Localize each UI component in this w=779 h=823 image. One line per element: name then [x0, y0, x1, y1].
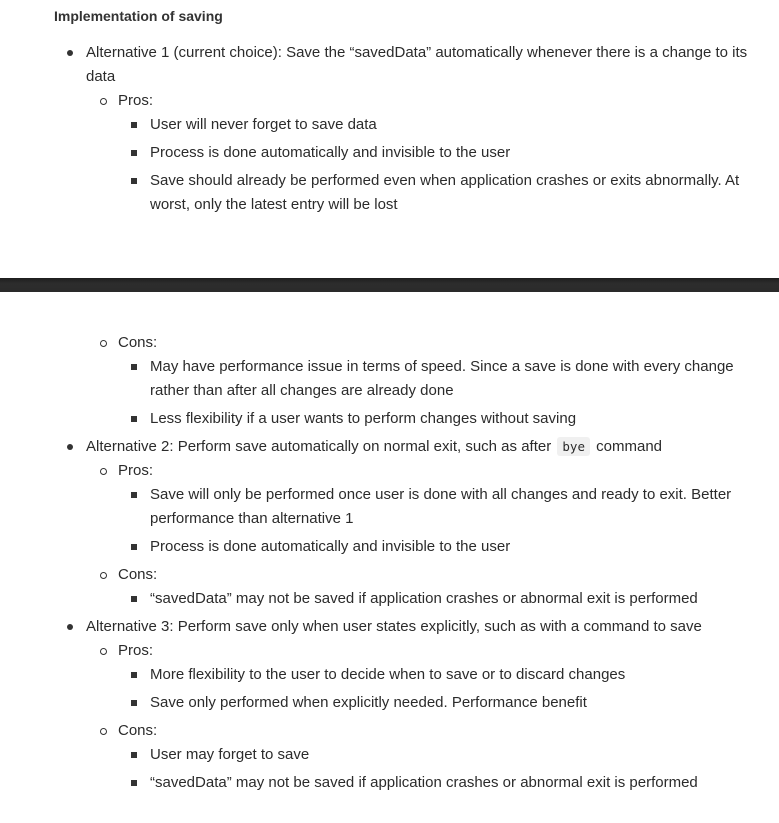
bullet-circle-icon — [100, 340, 107, 347]
list-item — [0, 141, 765, 165]
list-item-alternative — [0, 435, 766, 459]
bullet-circle-icon — [100, 728, 107, 735]
document-page-bottom — [0, 331, 779, 795]
list-item — [0, 355, 765, 403]
list-item-group — [0, 459, 758, 483]
bullet-square-icon — [131, 364, 137, 370]
list-item — [0, 743, 765, 767]
list-item-text: Pros: — [118, 642, 154, 659]
list-item-text: Alternative 1 (current choice): Save the “savedData” automatically whenever there is a change to its data — [86, 44, 748, 85]
list-item-text: “savedData” may not be saved if application crashes or abnormal exit is performed — [150, 774, 698, 791]
list-item — [0, 663, 765, 687]
list-item-text: Save only performed when explicitly needed. Performance benefit — [150, 694, 587, 711]
bullet-square-icon — [131, 492, 137, 498]
bullet-square-icon — [131, 752, 137, 758]
bullet-square-icon — [131, 672, 137, 678]
list-item-alternative — [0, 615, 766, 639]
list-item-text: Less flexibility if a user wants to perform changes without saving — [150, 410, 577, 427]
bullet-disc-icon — [67, 624, 73, 630]
alternatives-list-continued — [0, 331, 779, 795]
list-item-text: Cons: — [118, 334, 158, 351]
bullet-circle-icon — [100, 648, 107, 655]
list-item-text: Cons: — [118, 722, 158, 739]
list-item — [0, 169, 765, 217]
bullet-square-icon — [131, 122, 137, 128]
list-item-text: Pros: — [118, 462, 154, 479]
bullet-square-icon — [131, 178, 137, 184]
bullet-disc-icon — [67, 444, 73, 450]
list-item-text: User will never forget to save data — [150, 116, 377, 133]
bullet-square-icon — [131, 416, 137, 422]
bullet-square-icon — [131, 596, 137, 602]
list-item-text: Save should already be performed even when application crashes or exits abnormally. At worst, only the latest entry will be lost — [150, 172, 740, 213]
bullet-square-icon — [131, 700, 137, 706]
bullet-square-icon — [131, 544, 137, 550]
list-item-text: Process is done automatically and invisible to the user — [150, 144, 511, 161]
alternatives-list — [0, 41, 779, 217]
list-item-text: User may forget to save — [150, 746, 310, 763]
list-item-text: Alternative 3: Perform save only when user states explicitly, such as with a command to save — [86, 618, 702, 635]
list-item — [0, 691, 765, 715]
list-item-text: Process is done automatically and invisible to the user — [150, 538, 511, 555]
list-item — [0, 587, 765, 611]
list-item-alternative — [0, 41, 766, 89]
bullet-circle-icon — [100, 572, 107, 579]
list-item-text: “savedData” may not be saved if application crashes or abnormal exit is performed — [150, 590, 698, 607]
list-item — [0, 407, 765, 431]
list-item-text: May have performance issue in terms of speed. Since a save is done with every change rather than after all changes are already done — [150, 358, 734, 399]
section-heading: Implementation of saving — [54, 8, 223, 24]
list-item — [0, 535, 765, 559]
inline-code: bye — [557, 437, 590, 456]
list-item-text-after: command — [596, 438, 662, 455]
bullet-disc-icon — [67, 50, 73, 56]
list-item-text: More flexibility to the user to decide when to save or to discard changes — [150, 666, 626, 683]
list-item-text: Cons: — [118, 566, 158, 583]
bullet-circle-icon — [100, 468, 107, 475]
list-item-group — [0, 331, 758, 355]
list-item-group — [0, 639, 758, 663]
list-item-group — [0, 719, 758, 743]
list-item — [0, 483, 765, 531]
list-item — [0, 113, 765, 137]
bullet-circle-icon — [100, 98, 107, 105]
list-item-group — [0, 89, 758, 113]
page-divider — [0, 278, 779, 292]
list-item-text: Alternative 2: Perform save automatically on normal exit, such as after — [86, 438, 552, 455]
bullet-square-icon — [131, 780, 137, 786]
list-item-text: Pros: — [118, 92, 154, 109]
list-item-text: Save will only be performed once user is done with all changes and ready to exit. Better performance than alternative 1 — [150, 486, 732, 527]
bullet-square-icon — [131, 150, 137, 156]
list-item-group — [0, 563, 758, 587]
list-item — [0, 771, 765, 795]
